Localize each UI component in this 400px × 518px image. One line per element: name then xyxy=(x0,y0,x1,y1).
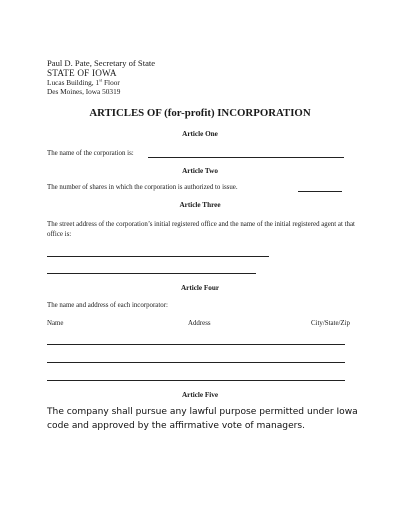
building-label: Lucas Building, 1 xyxy=(47,78,100,88)
purpose-statement: The company shall pursue any lawful purpose permitted under Iowa code and approved by the affirmative vote of managers. xyxy=(47,407,358,431)
corporation-name-label: The name of the corporation is: xyxy=(47,150,134,157)
incorporator-label: The name and address of each incorporator: xyxy=(47,302,168,309)
article-five-heading: Article Five xyxy=(181,391,219,399)
column-address: Address xyxy=(188,320,211,327)
incorporator-field-3[interactable] xyxy=(47,380,345,381)
floor-label: Floor xyxy=(102,78,120,88)
city-address: Des Moines, Iowa 50319 xyxy=(47,87,121,97)
header-address-block xyxy=(47,58,155,97)
registered-office-field-2[interactable] xyxy=(47,273,256,274)
registered-office-field-1[interactable] xyxy=(47,256,269,257)
shares-label: The number of shares in which the corporation is authorized to issue. xyxy=(47,184,238,191)
registered-agent-text: The street address of the corporation’s initial registered office and the name of the initial registered agent at that office is: xyxy=(47,221,355,238)
shares-field[interactable] xyxy=(298,191,342,192)
column-city-state-zip: City/State/Zip xyxy=(310,320,350,327)
article-two-heading: Article Two xyxy=(182,167,218,175)
incorporator-field-2[interactable] xyxy=(47,362,345,363)
column-name: Name xyxy=(47,320,64,327)
floor-ordinal: st xyxy=(99,77,103,83)
form-title: ARTICLES OF (for-profit) INCORPORATION xyxy=(89,107,311,119)
corporation-name-field[interactable] xyxy=(148,157,344,158)
article-three-heading: Article Three xyxy=(179,201,221,209)
incorporator-field-1[interactable] xyxy=(47,344,345,345)
secretary-name: Paul D. Pate, Secretary of State xyxy=(47,58,156,68)
article-four-heading: Article Four xyxy=(180,284,220,292)
article-one-heading: Article One xyxy=(182,130,218,138)
state-name: STATE OF IOWA xyxy=(47,68,117,79)
